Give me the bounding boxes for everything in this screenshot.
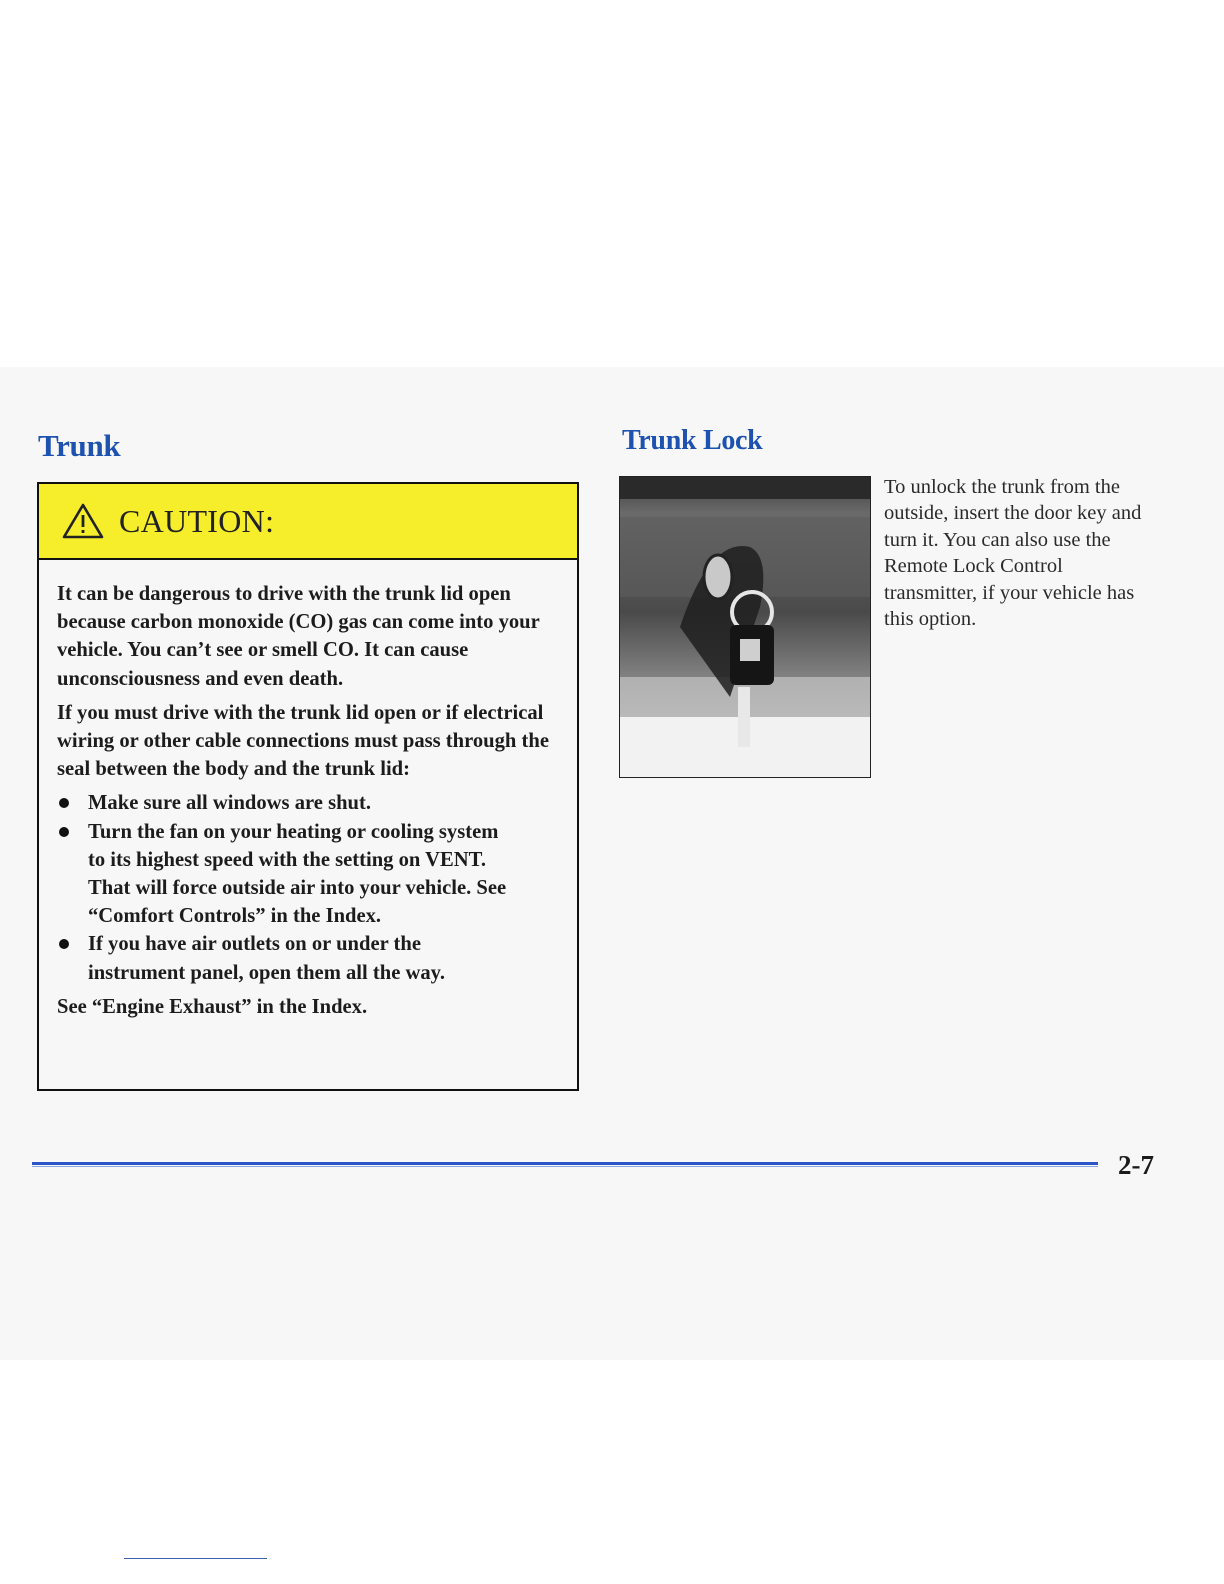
caution-header xyxy=(39,484,577,560)
caution-bullet-list xyxy=(57,789,563,986)
section-title-trunk: Trunk xyxy=(38,428,121,463)
caution-footer: See “Engine Exhaust” in the Index. xyxy=(57,995,368,1018)
caution-bullet: Turn the fan on your heating or cooling system to its highest speed with the setting on VENT. That will force outside air into your vehicle. See “Comfort Controls” in the Index. xyxy=(57,818,520,931)
caution-body xyxy=(39,560,577,1021)
caution-bullet: If you have air outlets on or under the instrument panel, open them all the way. xyxy=(57,930,520,986)
bottom-divider xyxy=(124,1558,267,1559)
caution-box xyxy=(37,482,579,1091)
footer-rule xyxy=(32,1162,1098,1168)
caution-bullet: Make sure all windows are shut. xyxy=(57,789,563,817)
trunk-lock-photo xyxy=(619,476,871,778)
section-title-trunk-lock: Trunk Lock xyxy=(622,425,763,456)
warning-triangle-icon xyxy=(61,502,105,540)
key-in-lock-illustration xyxy=(620,477,870,777)
page-number: 2-7 xyxy=(1118,1150,1154,1180)
caution-paragraph: If you must drive with the trunk lid open or if electrical wiring or other cable connections must pass through the seal between the body and the trunk lid: xyxy=(57,701,549,781)
caution-paragraph: It can be dangerous to drive with the trunk lid open because carbon monoxide (CO) gas can come into your vehicle. You can’t see or smell CO. It can cause unconsciousness and even death. xyxy=(57,583,540,690)
caution-title: CAUTION: xyxy=(119,502,275,539)
trunk-lock-description: To unlock the trunk from the outside, insert the door key and turn it. You can also use the Remote Lock Control transmitter, if your vehicle has this option. xyxy=(884,476,1142,631)
